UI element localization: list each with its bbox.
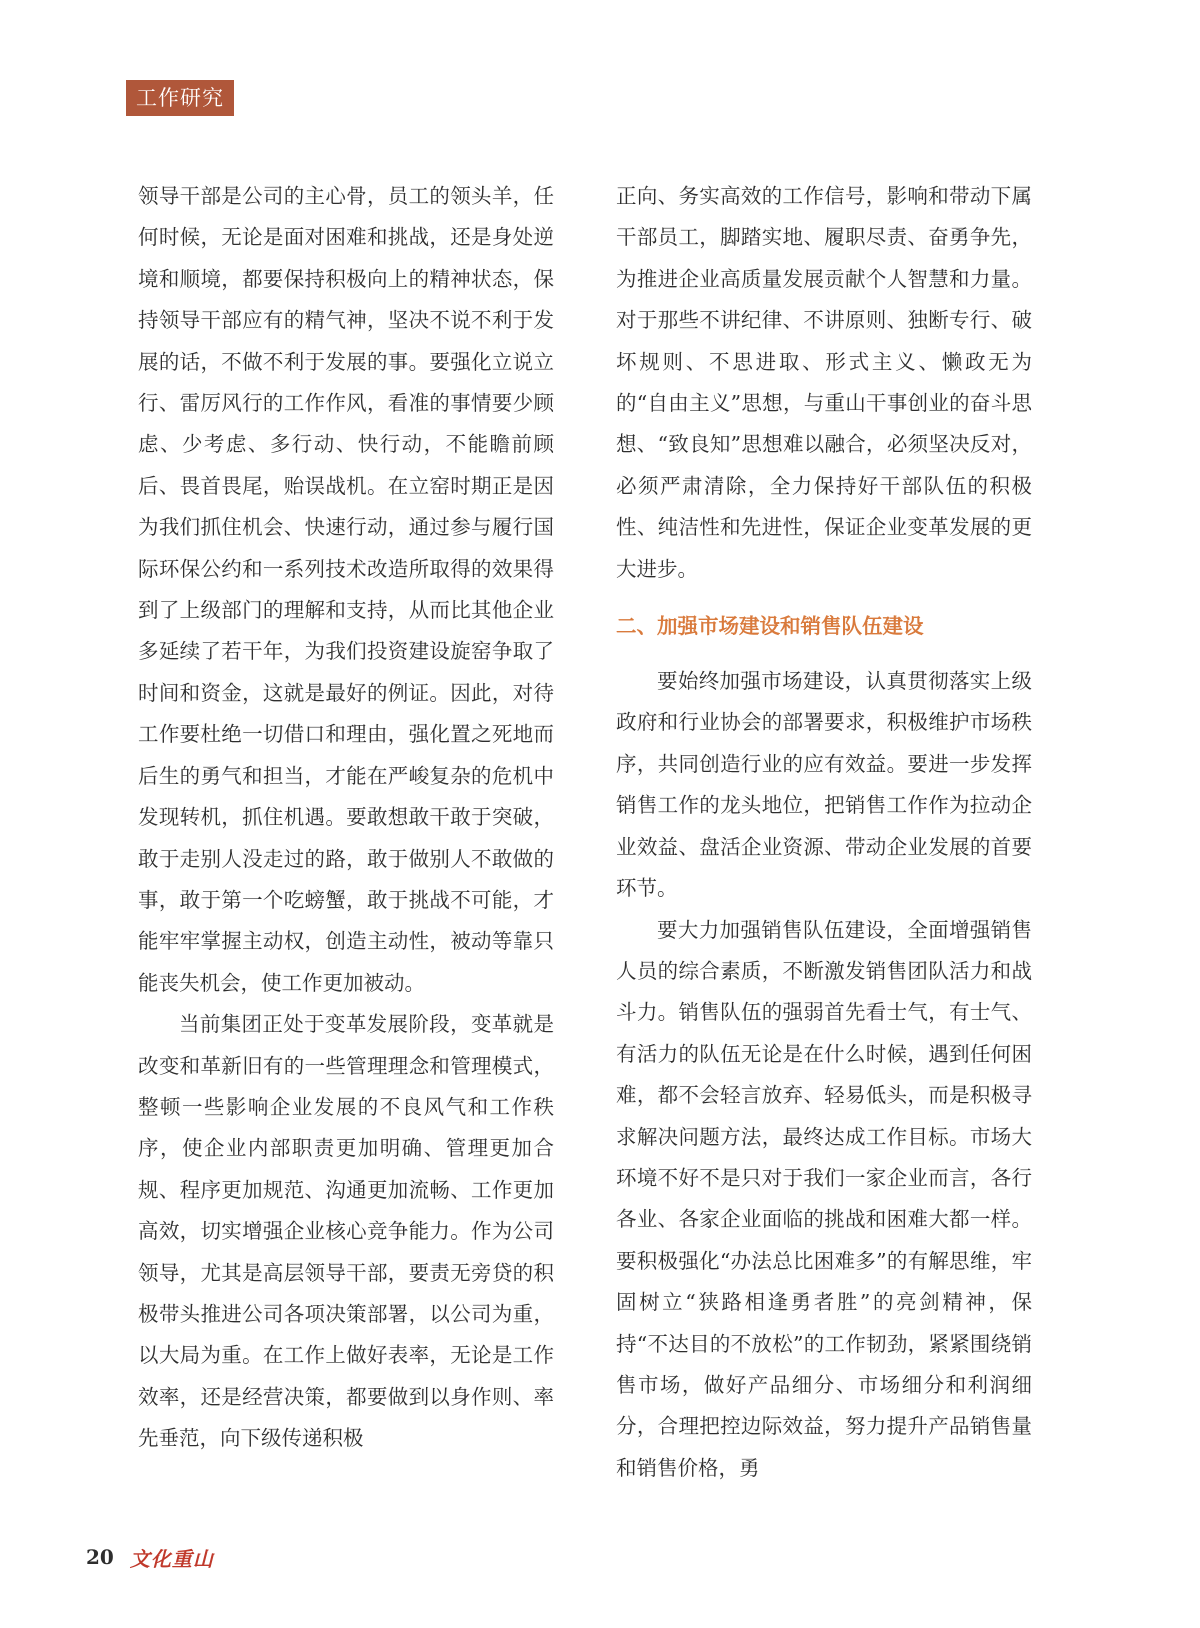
section-heading: 二、加强市场建设和销售队伍建设 [616,614,924,639]
right-column [616,176,1032,1489]
paragraph: 当前集团正处于变革发展阶段，变革就是改变和革新旧有的一些管理理念和管理模式，整顿一些影响企业发展的不良风气和工作秩序，使企业内部职责更加明确、管理更加合规、程序更加规范、沟通更加流畅、工作更加高效，切实增强企业核心竞争能力。作为公司领导，尤其是高层领导干部，要责无旁贷的积极带头推进公司各项决策部署，以公司为重，以大局为重。在工作上做好表率，无论是工作效率，还是经营决策，都要做到以身作则、率先垂范，向下级传递积极 [138,1012,554,1451]
magazine-logo: 文化重山 [129,1546,214,1571]
left-column [138,176,554,1460]
page-footer [86,1540,214,1574]
page-number: 20 [86,1545,114,1569]
section-tag: 工作研究 [126,80,234,116]
paragraph: 领导干部是公司的主心骨，员工的领头羊，任何时候，无论是面对困难和挑战，还是身处逆境和顺境，都要保持积极向上的精神状态，保持领导干部应有的精气神，坚决不说不利于发展的话，不做不利于发展的事。要强化立说立行、雷厉风行的工作作风，看准的事情要少顾虑、少考虑、多行动、快行动，不能瞻前顾后、畏首畏尾，贻误战机。在立窑时期正是因为我们抓住机会、快速行动，通过参与履行国际环保公约和一系列技术改造所取得的效果得到了上级部门的理解和支持，从而比其他企业多延续了若干年，为我们投资建设旋窑争取了时间和资金，这就是最好的例证。因此，对待工作要杜绝一切借口和理由，强化置之死地而后生的勇气和担当，才能在严峻复杂的危机中发现转机，抓住机遇。要敢想敢干敢于突破，敢于走别人没走过的路，敢于做别人不敢做的事，敢于第一个吃螃蟹，敢于挑战不可能，才能牢牢掌握主动权，创造主动性，被动等靠只能丧失机会，使工作更加被动。 [138,184,554,995]
paragraph-continued: 正向、务实高效的工作信号，影响和带动下属干部员工，脚踏实地、履职尽责、奋勇争先，为推进企业高质量发展贡献个人智慧和力量。对于那些不讲纪律、不讲原则、独断专行、破坏规则、不思进取、形式主义、懒政无为的“自由主义”思想，与重山干事创业的奋斗思想、“致良知”思想难以融合，必须坚决反对，必须严肃清除，全力保持好干部队伍的积极性、纯洁性和先进性，保证企业变革发展的更大进步。 [616,184,1032,581]
paragraph: 要大力加强销售队伍建设，全面增强销售人员的综合素质，不断激发销售团队活力和战斗力。销售队伍的强弱首先看士气，有士气、有活力的队伍无论是在什么时候，遇到任何困难，都不会轻言放弃、轻易低头，而是积极寻求解决问题方法，最终达成工作目标。市场大环境不好不是只对于我们一家企业而言，各行各业、各家企业面临的挑战和困难大都一样。要积极强化“办法总比困难多”的有解思维，牢固树立“狭路相逢勇者胜”的亮剑精神，保持“不达目的不放松”的工作韧劲，紧紧围绕销售市场，做好产品细分、市场细分和利润细分，合理把控边际效益，努力提升产品销售量和销售价格，勇 [616,917,1032,1480]
paragraph: 要始终加强市场建设，认真贯彻落实上级政府和行业协会的部署要求，积极维护市场秩序，共同创造行业的应有效益。要进一步发挥销售工作的龙头地位，把销售工作作为拉动企业效益、盘活企业资源、带动企业发展的首要环节。 [616,669,1032,901]
